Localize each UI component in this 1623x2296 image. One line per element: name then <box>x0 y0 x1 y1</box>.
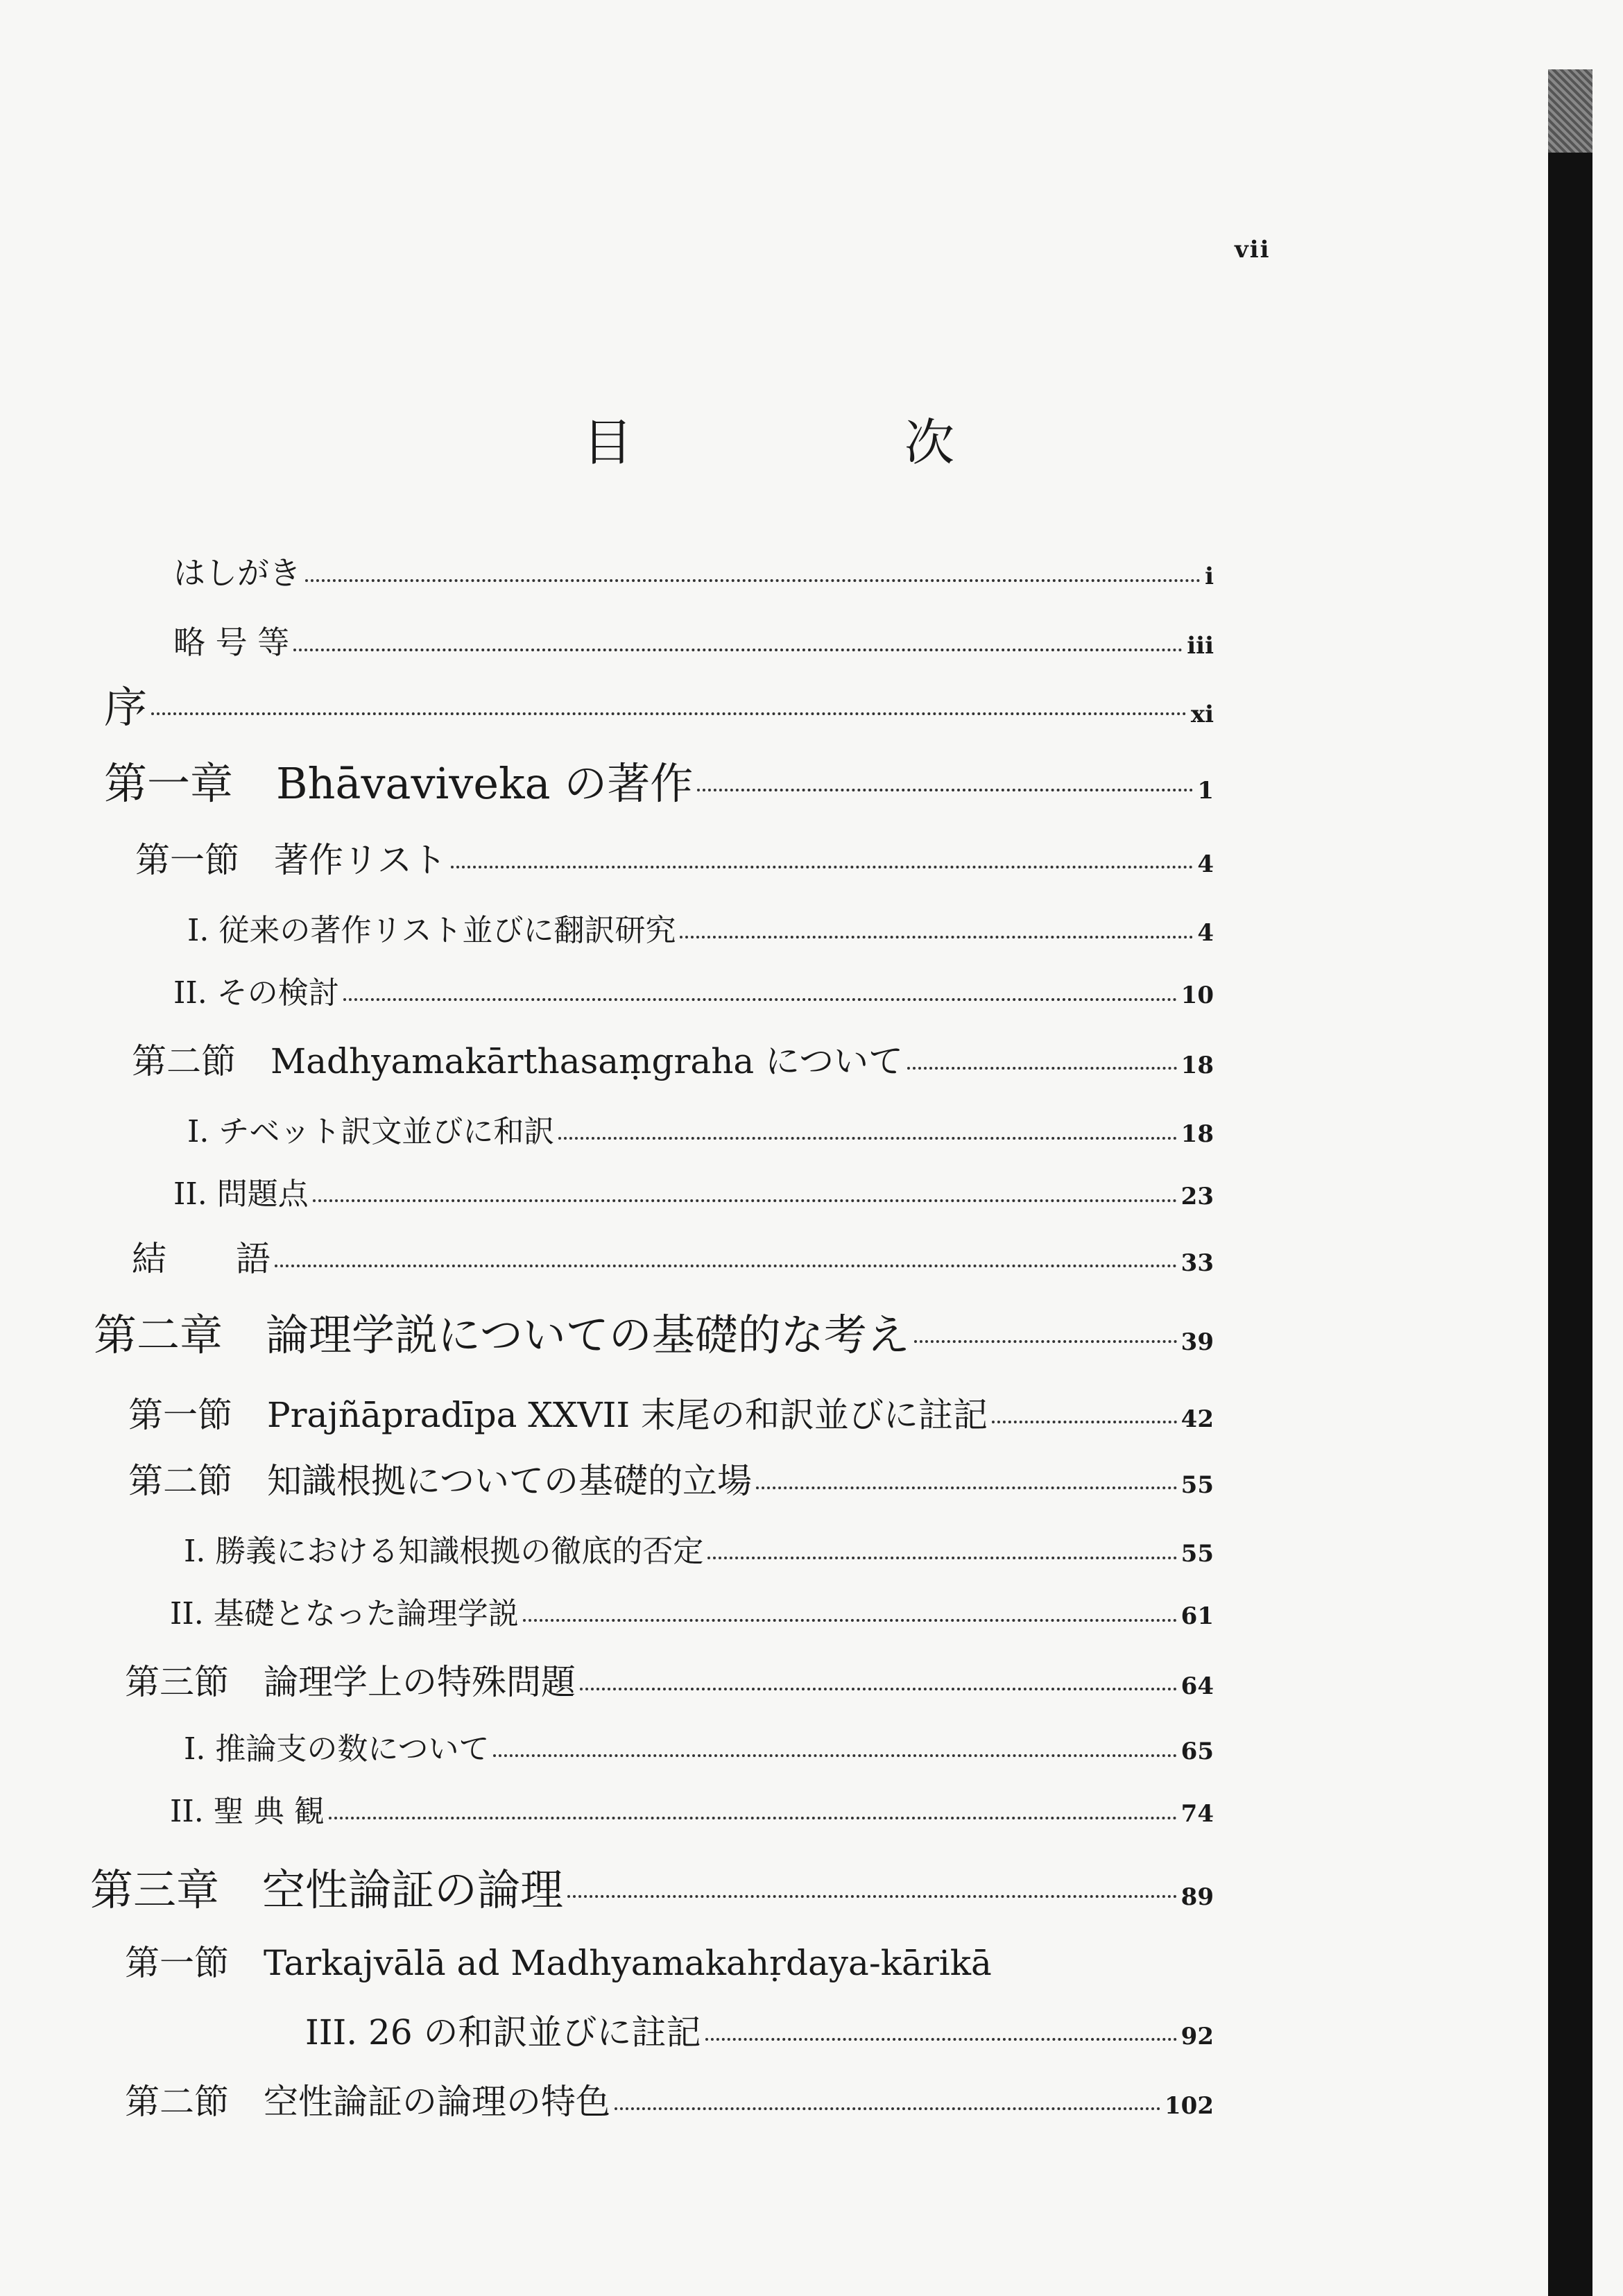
toc-entry-page: 89 <box>1180 1883 1214 1911</box>
dot-leader <box>697 789 1193 791</box>
toc-entry-label: 第二節 空性論証の論理の特色 <box>125 2082 610 2122</box>
toc-entry-page: 4 <box>1197 850 1214 878</box>
toc-entry-label: 第一章 Bhāvaviveka の著作 <box>104 758 694 809</box>
toc-entry-page: 1 <box>1197 777 1214 805</box>
toc-entry-label: 結 語 <box>132 1239 270 1279</box>
dot-leader <box>523 1619 1177 1622</box>
dot-leader <box>707 1557 1176 1559</box>
toc-entry-page: 10 <box>1180 982 1214 1009</box>
toc-entry-label: 第三章 空性論証の論理 <box>90 1865 564 1915</box>
dot-leader <box>705 2038 1177 2041</box>
toc-entry-page: 65 <box>1180 1738 1214 1765</box>
dot-leader <box>992 1421 1177 1423</box>
toc-entry[interactable] <box>187 905 1214 950</box>
toc-entry[interactable] <box>173 968 1214 1012</box>
toc-entry-label: III. 26 の和訳並びに註記 <box>305 2012 701 2053</box>
scanned-page-edge <box>1548 69 1592 2296</box>
toc-entry-label: I. 勝義における知識根拠の徹底的否定 <box>184 1534 704 1569</box>
toc-entry[interactable] <box>125 1654 1214 1704</box>
dot-leader <box>680 936 1193 939</box>
dot-leader <box>580 1688 1177 1690</box>
toc-entry-page: iii <box>1187 632 1214 660</box>
dot-leader <box>313 1199 1177 1202</box>
toc-entry-label: 第二章 論理学説についての基礎的な考え <box>94 1310 910 1360</box>
dot-leader <box>914 1340 1177 1343</box>
toc-entry[interactable] <box>94 1301 1214 1362</box>
toc-entry-page: 64 <box>1180 1672 1214 1700</box>
toc-entry-page: 33 <box>1180 1249 1214 1277</box>
toc-entry-label: 略 号 等 <box>173 624 290 661</box>
dot-leader <box>451 866 1193 868</box>
toc-entry-label: II. その検討 <box>173 975 339 1011</box>
toc-entry-page: 55 <box>1180 1540 1214 1568</box>
toc-entry-label: 第一節 著作リスト <box>135 840 447 880</box>
toc-entry-label: 第三節 論理学上の特殊問題 <box>125 1662 576 1702</box>
toc-entry-page: 61 <box>1180 1602 1214 1630</box>
dot-leader <box>756 1487 1177 1489</box>
toc-entry-page: 18 <box>1180 1052 1214 1079</box>
toc-entry[interactable] <box>135 832 1214 882</box>
toc-entry-label: 第一節 Prajñāpradīpa XXVII 末尾の和訳並びに註記 <box>128 1395 988 1435</box>
toc-entry[interactable] <box>90 1856 1214 1917</box>
toc-entry[interactable] <box>173 548 1214 594</box>
toc-entry-label: はしがき <box>173 554 301 592</box>
toc-entry[interactable] <box>170 1786 1214 1831</box>
toc-entry-page: 23 <box>1180 1183 1214 1210</box>
dot-leader <box>151 712 1187 715</box>
toc-entry-label: 序 <box>104 682 148 733</box>
dot-leader <box>558 1137 1176 1140</box>
toc-entry-label: 第二節 知識根拠についての基礎的立場 <box>128 1461 752 1501</box>
toc-entry[interactable] <box>125 2074 1214 2124</box>
toc-entry-label: 第二節 Madhyamakārthasaṃgraha について <box>132 1041 904 1081</box>
toc-entry[interactable] <box>184 1724 1214 1768</box>
toc-entry-page: 42 <box>1180 1405 1214 1433</box>
toc-entry-label: I. 推論支の数について <box>184 1731 490 1767</box>
toc-entry-label: I. 従来の著作リスト並びに翻訳研究 <box>187 913 676 948</box>
toc-entry-continuation[interactable] <box>305 2005 1214 2055</box>
dot-leader <box>567 1895 1177 1898</box>
toc-entry-page: 4 <box>1197 919 1214 947</box>
toc-entry-label: II. 聖 典 観 <box>170 1794 325 1829</box>
toc-entry[interactable] <box>128 1387 1214 1437</box>
dot-leader <box>275 1265 1177 1267</box>
toc-entry[interactable] <box>125 1935 1214 1985</box>
toc-entry[interactable] <box>132 1034 1214 1083</box>
toc-entry-page: 102 <box>1165 2092 1214 2120</box>
toc-entry-label: II. 問題点 <box>173 1176 309 1212</box>
dot-leader <box>305 579 1201 582</box>
toc-entry-page: 55 <box>1180 1471 1214 1499</box>
toc-entry[interactable] <box>184 1526 1214 1570</box>
toc-entry-page: 74 <box>1180 1800 1214 1828</box>
dot-leader <box>293 649 1183 651</box>
dot-leader <box>615 2107 1160 2110</box>
toc-entry[interactable] <box>173 617 1214 663</box>
dot-leader <box>329 1817 1177 1819</box>
toc-entry[interactable] <box>128 1453 1214 1503</box>
toc-entry-page: 92 <box>1180 2023 1214 2050</box>
page-title: 目 次 <box>583 413 1066 472</box>
toc-entry[interactable] <box>104 749 1214 811</box>
page-number: vii <box>1235 236 1271 264</box>
toc-entry[interactable] <box>187 1106 1214 1151</box>
toc-entry-page: 39 <box>1180 1328 1214 1356</box>
toc-entry-label: II. 基礎となった論理学説 <box>170 1596 519 1631</box>
toc-entry-page: xi <box>1190 701 1214 728</box>
toc-entry[interactable] <box>170 1588 1214 1633</box>
toc-entry-page: 18 <box>1180 1120 1214 1148</box>
toc-entry-label: 第一節 Tarkajvālā ad Madhyamakahṛdaya-kārikā <box>125 1943 992 1983</box>
dot-leader <box>907 1067 1177 1070</box>
toc-entry-label: I. チベット訳文並びに和訳 <box>187 1114 555 1149</box>
toc-entry[interactable] <box>104 673 1214 735</box>
toc-entry-page: i <box>1205 563 1214 590</box>
toc-entry[interactable] <box>173 1169 1214 1213</box>
dot-leader <box>493 1754 1176 1757</box>
dot-leader <box>343 998 1177 1001</box>
toc-entry[interactable] <box>132 1231 1214 1281</box>
